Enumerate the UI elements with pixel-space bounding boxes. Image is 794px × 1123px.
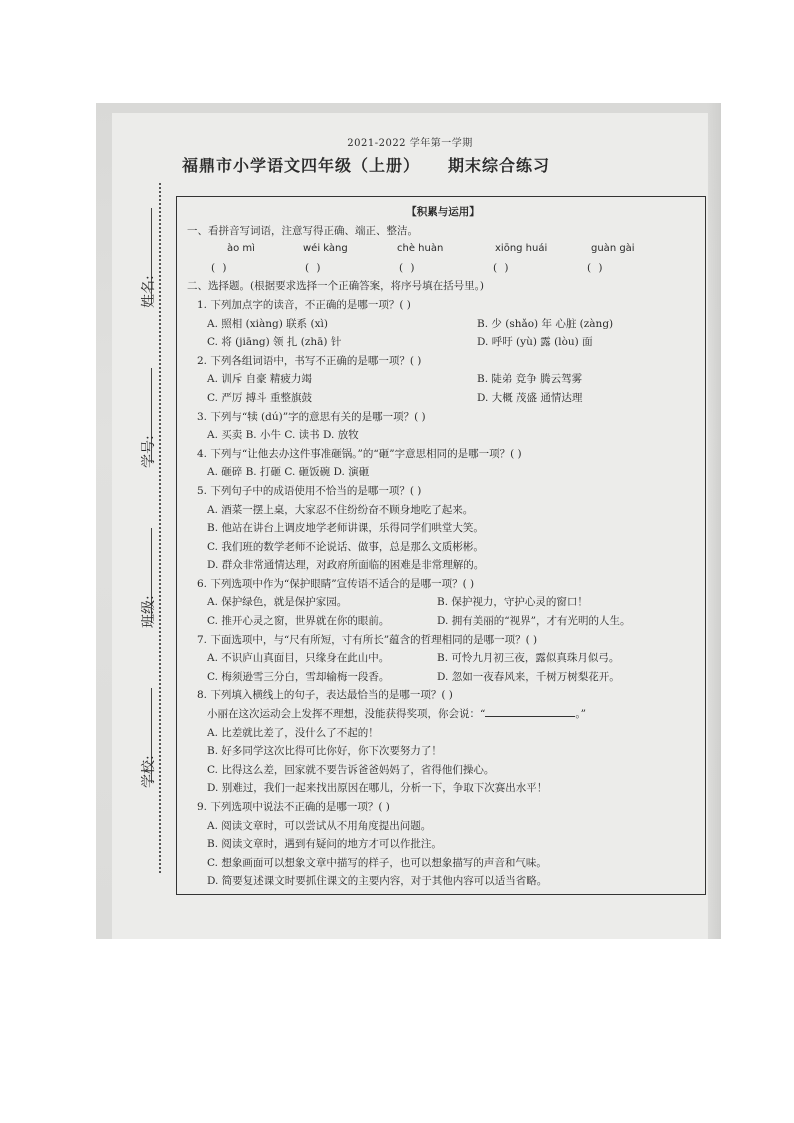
answer-blank-1[interactable]: ( ) [211,261,229,274]
question-5-stem: 5. 下列句子中的成语使用不恰当的是哪一项？( ) [197,484,422,497]
question-box [176,196,706,895]
question-2-options-ab [187,370,699,389]
question-7-options-cd [187,668,699,687]
question-2-stem: 2. 下列各组词语中，书写不正确的是哪一项？( ) [197,354,422,367]
pinyin-5: guàn gài [591,243,635,255]
exam-sheet [112,113,708,939]
question-6-options-cd [187,612,699,631]
question-8-prompt [187,705,699,724]
pinyin-row [187,240,699,259]
option-b[interactable]: B. 少 (shǎo) 年 心脏 (zàng) [477,317,614,330]
option-b[interactable]: B. 他站在讲台上调皮地学老师讲课，乐得同学们哄堂大笑。 [207,522,484,535]
option-d[interactable]: D. 忽如一夜春风来，千树万树梨花开。 [437,670,620,683]
option-d[interactable]: D. 简要复述课文时要抓住课文的主要内容，对于其他内容可以适当省略。 [207,875,548,888]
question-8-fill-blank[interactable] [485,706,575,717]
question-7-stem: 7. 下面选项中，与“尺有所短，寸有所长”蕴含的哲理相同的是哪一项？( ) [197,633,538,646]
pinyin-3: chè huàn [397,243,444,255]
option-d[interactable]: D. 拥有美丽的“视界”，才有光明的人生。 [437,615,631,628]
pinyin-1: ào mì [227,243,255,255]
pinyin-4: xiōng huái [495,243,548,255]
question-6-stem: 6. 下列选项中作为“保护眼睛”宣传语不适合的是哪一项？( ) [197,577,475,590]
option-c[interactable]: C. 我们班的数学老师不论说话、做事，总是那么文质彬彬。 [207,540,484,553]
option-b[interactable]: B. 保护视力，守护心灵的窗口！ [437,596,588,609]
question-1-stem: 1. 下列加点字的读音，不正确的是哪一项？( ) [197,298,411,311]
option-a[interactable]: A. 比差就比差了，没什么了不起的！ [207,726,379,739]
option-c[interactable]: C. 将 (jiāng) 领 扎 (zhā) 针 [207,336,342,349]
option-a[interactable]: A. 酒菜一摆上桌，大家忍不住纷纷奋不顾身地吃了起来。 [207,503,474,516]
question-3-options[interactable]: A. 买卖 B. 小牛 C. 读书 D. 放牧 [207,429,359,442]
student-info-column [124,208,164,808]
option-a[interactable]: A. 保护绿色，就是保护家园。 [207,596,348,609]
name-label: 姓名: [141,275,157,308]
question-7-options-ab [187,649,699,668]
question-6-options-ab [187,593,699,612]
question-1-options-ab [187,315,699,334]
answer-blanks-row [187,259,699,278]
answer-blank-2[interactable]: ( ) [305,261,323,274]
question-8-prompt-end: 。” [575,708,586,721]
page-edge-shadow [707,103,721,939]
class-label: 班级: [141,595,157,628]
option-d[interactable]: D. 别难过，我们一起来找出原因在哪儿，分析一下，争取下次赛出水平！ [207,782,548,795]
section-title: 【积累与运用】 [406,206,480,218]
school-field [124,688,164,828]
option-c[interactable]: C. 想象画面可以想象文章中描写的样子，也可以想象描写的声音和气味。 [207,856,547,869]
option-c[interactable]: C. 梅须逊雪三分白，雪却输梅一段香。 [207,670,390,683]
option-a[interactable]: A. 照相 (xiàng) 联系 (xì) [207,317,328,330]
class-field [124,528,164,668]
option-c[interactable]: C. 比得这么差，回家就不要告诉爸爸妈妈了，省得他们操心。 [207,763,495,776]
option-d[interactable]: D. 大概 茂盛 通情达理 [477,391,583,404]
option-c[interactable]: C. 推开心灵之窗，世界就在你的眼前。 [207,615,390,628]
q1-heading: 一、看拼音写词语，注意写得正确、端正、整洁。 [187,224,418,237]
name-field [124,208,164,348]
option-b[interactable]: B. 陡弟 竞争 腾云驾雾 [477,373,583,386]
answer-blank-4[interactable]: ( ) [493,261,511,274]
question-8-stem: 8. 下列填入横线上的句子，表达最恰当的是哪一项？( ) [197,689,453,702]
question-4-stem: 4. 下列与“让他去办这件事准砸锅。”的“砸”字意思相同的是哪一项？( ) [197,447,522,460]
option-b[interactable]: B. 可怜九月初三夜，露似真珠月似弓。 [437,652,620,665]
question-3-stem: 3. 下列与“犊 (dú)”字的意思有关的是哪一项？( ) [197,410,426,423]
q2-heading: 二、选择题。(根据要求选择一个正确答案，将序号填在括号里。) [187,280,484,293]
student-number-label: 学号: [141,435,157,468]
answer-blank-3[interactable]: ( ) [399,261,417,274]
option-d[interactable]: D. 群众非常通情达理，对政府所面临的困难是非常理解的。 [207,559,485,572]
pinyin-2: wéi kàng [303,243,348,255]
scanned-photo [96,103,721,939]
option-b[interactable]: B. 好多同学这次比得可比你好，你下次要努力了！ [207,745,442,758]
question-2-options-cd [187,389,699,408]
option-b[interactable]: B. 阅读文章时，遇到有疑问的地方才可以作批注。 [207,838,442,851]
question-content [187,203,699,891]
school-label: 学校: [141,755,157,788]
title-main: 福鼎市小学语文四年级（上册） [182,156,421,175]
option-c[interactable]: C. 严厉 搏斗 重整旗鼓 [207,391,313,404]
question-9-stem: 9. 下列选项中说法不正确的是哪一项？( ) [197,801,390,813]
option-d[interactable]: D. 呼吁 (yù) 露 (lòu) 面 [477,336,593,349]
page-title [182,153,550,176]
title-sub: 期末综合练习 [448,156,551,175]
answer-blank-5[interactable]: ( ) [587,261,605,274]
option-a[interactable]: A. 不识庐山真面目，只缘身在此山中。 [207,652,390,665]
student-number-field [124,368,164,508]
option-a[interactable]: A. 训斥 自豪 精疲力竭 [207,373,312,386]
school-year: 2021-2022 学年第一学期 [347,138,473,149]
question-1-options-cd [187,333,699,352]
option-a[interactable]: A. 阅读文章时，可以尝试从不用角度提出问题。 [207,819,432,832]
question-4-options[interactable]: A. 砸碎 B. 打砸 C. 砸饭碗 D. 演砸 [207,466,370,479]
question-8-prompt-text: 小丽在这次运动会上发挥不理想，没能获得奖项，你会说：“ [207,708,486,721]
